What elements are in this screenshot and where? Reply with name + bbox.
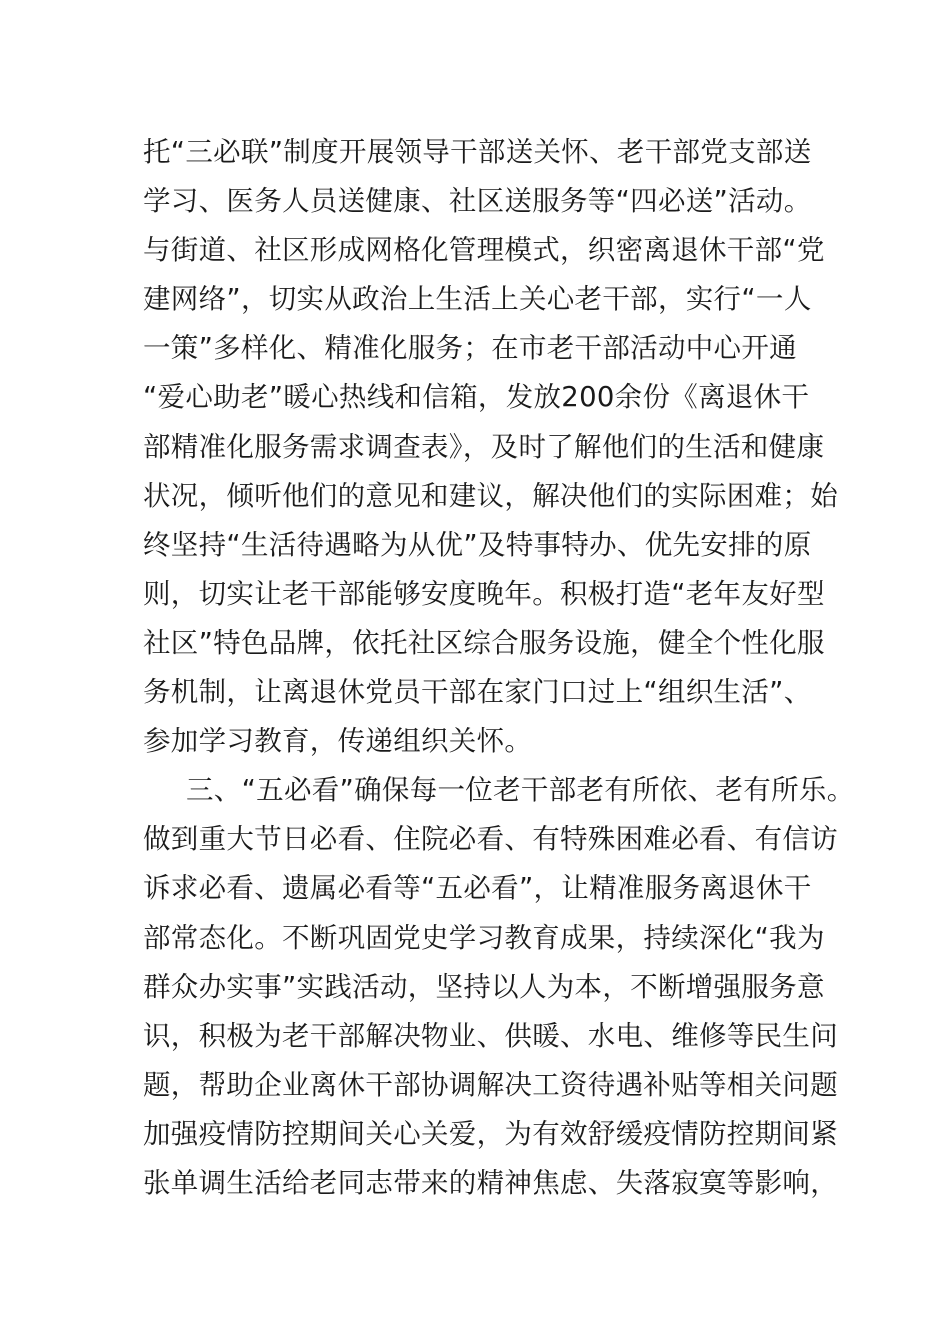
text-line: 务机制，让离退休党员干部在家门口过上“组织生活”、 <box>143 676 812 709</box>
text-line: 题，帮助企业离休干部协调解决工资待遇补贴等相关问题 <box>143 1068 838 1101</box>
text-line: 加强疫情防控期间关心关爱，为有效舒缓疫情防控期间紧 <box>143 1117 838 1150</box>
text-line: 群众办实事”实践活动，坚持以人为本，不断增强服务意 <box>143 970 825 1003</box>
text-line: 终坚持“生活待遇略为从优”及特事特办、优先安排的原 <box>143 528 812 561</box>
text-line: 部精准化服务需求调查表》，及时了解他们的生活和健康 <box>143 430 825 463</box>
text-line: 参加学习教育，传递组织关怀。 <box>143 725 533 758</box>
text-line: 识，积极为老干部解决物业、供暖、水电、维修等民生问 <box>143 1019 838 1052</box>
text-line: 做到重大节日必看、住院必看、有特殊困难必看、有信访 <box>143 823 838 856</box>
text-line: 则，切实让老干部能够安度晚年。积极打造“老年友好型 <box>143 577 825 610</box>
text-line: “爱心助老”暖心热线和信箱，发放200余份《离退休干 <box>143 381 810 414</box>
text-line: 与街道、社区形成网格化管理模式，织密离退休干部“党 <box>143 234 825 267</box>
text-line: 状况，倾听他们的意见和建议，解决他们的实际困难；始 <box>143 479 838 512</box>
body-text <box>143 128 855 1208</box>
text-line: 建网络”，切实从政治上生活上关心老干部，实行“一人 <box>143 283 812 316</box>
text-line: 诉求必看、遗属必看等“五必看”，让精准服务离退休干 <box>143 872 812 905</box>
text-line: 张单调生活给老同志带来的精神焦虑、失落寂寞等影响， <box>143 1166 838 1199</box>
text-line: 一策”多样化、精准化服务；在市老干部活动中心开通 <box>143 332 797 365</box>
text-line: 学习、医务人员送健康、社区送服务等“四必送”活动。 <box>143 185 812 218</box>
text-line: 部常态化。不断巩固党史学习教育成果，持续深化“我为 <box>143 921 825 954</box>
text-line: 托“三必联”制度开展领导干部送关怀、老干部党支部送 <box>143 136 812 168</box>
text-line: 社区”特色品牌，依托社区综合服务设施，健全个性化服 <box>143 626 825 659</box>
section-heading-line: 三、“五必看”确保每一位老干部老有所依、老有所乐。 <box>186 774 855 807</box>
